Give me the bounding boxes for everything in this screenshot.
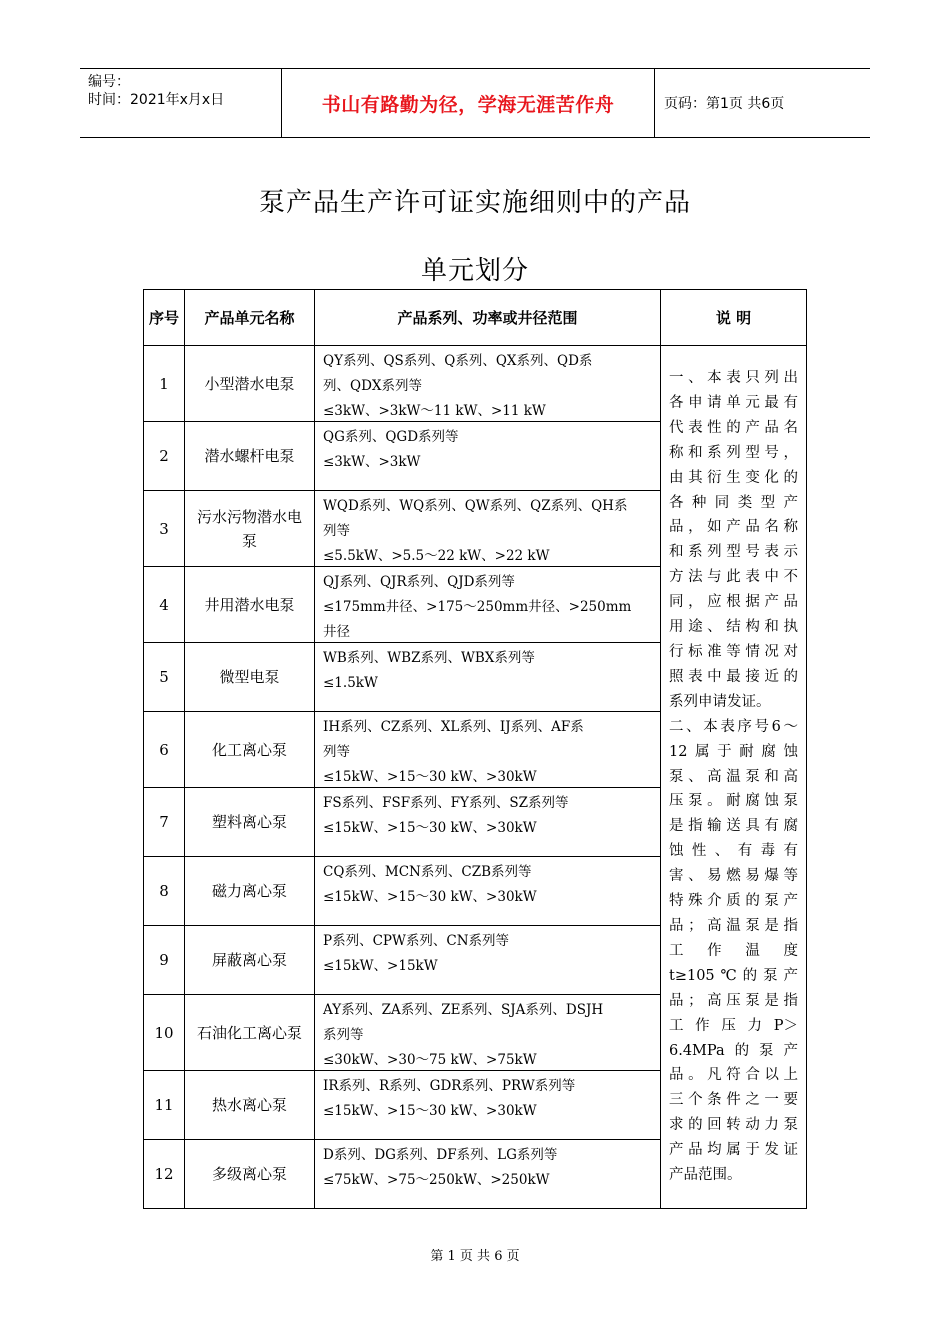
product-unit-name: 微型电泵	[185, 643, 315, 712]
page-footer: 第 1 页 共 6 页	[430, 1249, 520, 1264]
note-line: 三个条件之一要	[669, 1092, 798, 1109]
product-unit-name: 石油化工离心泵	[185, 995, 315, 1071]
doc-date: 时间：2021年x月x日	[88, 92, 225, 108]
product-range-cell	[315, 643, 661, 712]
range-line: ≤3kW、>3kW～11 kW、>11 kW	[323, 403, 546, 419]
range-line: 列、QDX系列等	[323, 378, 423, 394]
range-line: FS系列、FSF系列、FY系列、SZ系列等	[323, 795, 569, 811]
note-line: 系列申请发证。	[669, 693, 771, 710]
row-number: 2	[144, 422, 185, 491]
note-line: 品；高压泵是指	[669, 992, 798, 1009]
row-number: 4	[144, 567, 185, 643]
note-line: 特殊介质的泵产	[669, 893, 798, 910]
note-line: 品；高温泵是指	[669, 917, 798, 934]
note-line: 同，应根据产品	[669, 594, 798, 611]
note-line: 代表性的产品名	[669, 419, 798, 436]
note-line: 蚀性、有毒有	[669, 843, 798, 860]
range-line: ≤15kW、>15～30 kW、>30kW	[323, 769, 537, 785]
note-line: 产品均属于发证	[669, 1142, 798, 1159]
product-range-cell	[315, 995, 661, 1071]
header-meta	[80, 69, 280, 137]
header-range: 产品系列、功率或井径范围	[315, 290, 661, 346]
note-line: 一、本表只列出	[669, 370, 798, 387]
row-number: 8	[144, 857, 185, 926]
note-line: 求的回转动力泵	[669, 1117, 798, 1134]
note-line: 压泵。耐腐蚀泵	[669, 793, 798, 810]
product-unit-name: 多级离心泵	[185, 1140, 315, 1209]
header-motto-box	[281, 69, 655, 137]
row-number: 5	[144, 643, 185, 712]
note-line: 用途、结构和执	[669, 619, 798, 636]
row-number: 11	[144, 1071, 185, 1140]
product-range-cell	[315, 1071, 661, 1140]
range-line: ≤175mm井径、>175～250mm井径、>250mm	[323, 599, 632, 615]
row-number: 3	[144, 491, 185, 567]
range-line: ≤3kW、>3kW	[323, 454, 421, 470]
page-title-line2: 单元划分	[420, 256, 529, 286]
note-line: 产品范围。	[669, 1167, 742, 1184]
note-line: 工作温度	[669, 942, 798, 959]
product-unit-name: 井用潜水电泵	[185, 567, 315, 643]
range-line: WQD系列、WQ系列、QW系列、QZ系列、QH系	[323, 498, 628, 514]
row-number: 10	[144, 995, 185, 1071]
range-line: ≤15kW、>15～30 kW、>30kW	[323, 1103, 537, 1119]
range-line: IH系列、CZ系列、XL系列、IJ系列、AF系	[323, 719, 584, 735]
product-unit-name: 热水离心泵	[185, 1071, 315, 1140]
row-number: 1	[144, 346, 185, 422]
range-line: ≤30kW、>30～75 kW、>75kW	[323, 1052, 537, 1068]
row-number: 7	[144, 788, 185, 857]
range-line: 列等	[323, 744, 350, 760]
note-line: 称和系列型号，	[669, 444, 798, 461]
range-line: ≤15kW、>15kW	[323, 958, 438, 974]
note-line: 照表中最接近的	[669, 668, 798, 685]
range-line: P系列、CPW系列、CN系列等	[323, 933, 510, 949]
product-unit-name: 塑料离心泵	[185, 788, 315, 857]
product-range-cell	[315, 346, 661, 422]
range-line: 系列等	[323, 1027, 364, 1043]
note-line: 各申请单元最有	[669, 394, 798, 411]
product-unit-name: 化工离心泵	[185, 712, 315, 788]
row-number: 9	[144, 926, 185, 995]
header-name: 产品单元名称	[185, 290, 315, 346]
range-line: QY系列、QS系列、Q系列、QX系列、QD系	[323, 353, 593, 369]
note-line: 方法与此表中不	[669, 569, 798, 586]
product-range-cell	[315, 712, 661, 788]
note-line: t≥105℃的泵产	[669, 967, 798, 984]
note-line: 品，如产品名称	[669, 519, 798, 536]
range-line: ≤15kW、>15～30 kW、>30kW	[323, 820, 537, 836]
product-range-cell	[315, 1140, 661, 1209]
range-line: ≤15kW、>15～30 kW、>30kW	[323, 889, 537, 905]
row-number: 12	[144, 1140, 185, 1209]
header-page-info: 页码：第1页 共6页	[664, 96, 785, 112]
range-line: ≤75kW、>75～250kW、>250kW	[323, 1172, 550, 1188]
range-line: D系列、DG系列、DF系列、LG系列等	[323, 1147, 558, 1163]
note-line: 泵、高温泵和高	[669, 768, 798, 785]
range-line: 列等	[323, 523, 350, 539]
range-line: WB系列、WBZ系列、WBX系列等	[323, 650, 535, 666]
note-cell	[661, 346, 807, 1209]
note-line: 12属于耐腐蚀	[669, 743, 798, 760]
product-unit-name: 屏蔽离心泵	[185, 926, 315, 995]
note-line: 6.4MPa的泵产	[669, 1042, 798, 1059]
product-unit-name: 小型潜水电泵	[185, 346, 315, 422]
note-line: 工作压力P＞	[669, 1017, 798, 1034]
header-no: 序号	[144, 290, 185, 346]
note-line: 各种同类型产	[669, 494, 798, 511]
product-unit-name: 潜水螺杆电泵	[185, 422, 315, 491]
note-line: 害、易燃易爆等	[669, 868, 798, 885]
product-range-cell	[315, 926, 661, 995]
product-range-cell	[315, 788, 661, 857]
range-line: ≤1.5kW	[323, 675, 378, 691]
header-note: 说 明	[661, 290, 807, 346]
note-line: 二、本表序号6～	[669, 718, 798, 735]
page-title-line1: 泵产品生产许可证实施细则中的产品	[258, 188, 691, 218]
doc-number-label: 编号：	[88, 74, 130, 90]
document-header	[80, 68, 870, 138]
product-range-cell	[315, 567, 661, 643]
range-line: ≤5.5kW、>5.5～22 kW、>22 kW	[323, 548, 550, 564]
product-range-cell	[315, 491, 661, 567]
product-unit-name: 污水污物潜水电泵	[185, 491, 315, 567]
range-line: CQ系列、MCN系列、CZB系列等	[323, 864, 532, 880]
note-line: 由其衍生变化的	[669, 469, 798, 486]
product-range-cell	[315, 857, 661, 926]
note-line: 和系列型号表示	[669, 544, 798, 561]
note-line: 品。凡符合以上	[669, 1067, 798, 1084]
product-unit-name: 磁力离心泵	[185, 857, 315, 926]
note-line: 是指输送具有腐	[669, 818, 798, 835]
range-line: IR系列、R系列、GDR系列、PRW系列等	[323, 1078, 576, 1094]
range-line: AY系列、ZA系列、ZE系列、SJA系列、DSJH	[323, 1002, 604, 1018]
product-range-cell	[315, 422, 661, 491]
row-number: 6	[144, 712, 185, 788]
product-unit-table	[143, 289, 807, 1209]
range-line: QJ系列、QJR系列、QJD系列等	[323, 574, 515, 590]
range-line: QG系列、QGD系列等	[323, 429, 459, 445]
note-line: 行标准等情况对	[669, 644, 798, 661]
range-line: 井径	[323, 624, 350, 640]
header-motto: 书山有路勤为径，学海无涯苦作舟	[321, 93, 615, 116]
